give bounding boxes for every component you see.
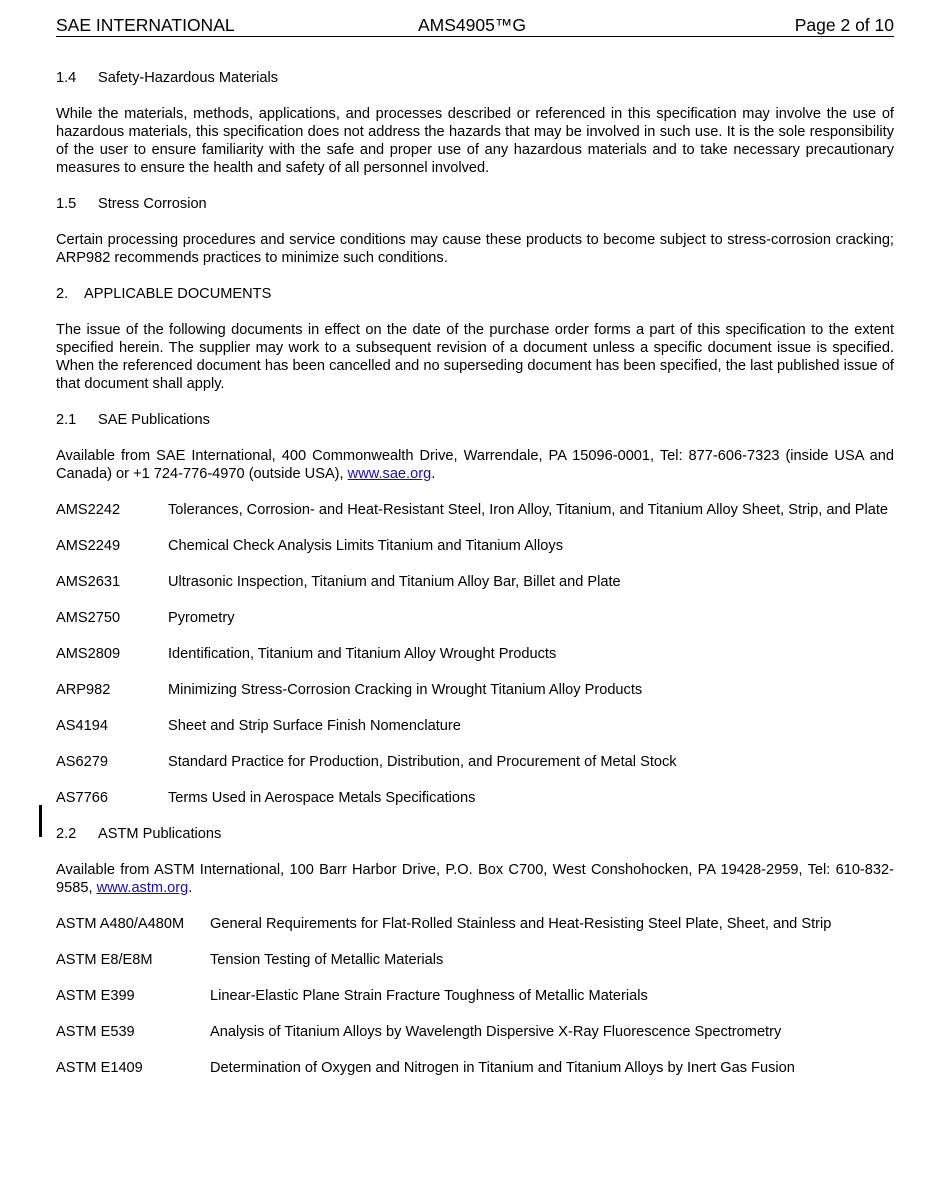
sae-document-list	[56, 501, 894, 807]
astm-doc-row	[56, 1023, 894, 1041]
section-2-text: The issue of the following documents in effect on the date of the purchase order forms a part of this specification to the extent specified herein. The supplier may work to a subsequent revision of a document unless a specific document issue is specified. When the referenced document has been cancelled and no superseding document has been specified, the last published issue of that document shall apply.	[56, 322, 894, 392]
punctuation: .	[188, 880, 193, 896]
doc-code: AS7766	[56, 790, 108, 806]
section-number: 1.5	[56, 196, 77, 212]
doc-title: Tension Testing of Metallic Materials	[210, 952, 444, 968]
sae-address-text: Available from SAE International, 400 Commonwealth Drive, Warrendale, PA 15096-0001, Tel: 877-606-7323 (inside USA and Canada) or +1 724-776-4970 (outside USA),	[56, 448, 894, 482]
doc-title: Analysis of Titanium Alloys by Wavelength Dispersive X-Ray Fluorescence Spectrometry	[210, 1024, 782, 1040]
astm-doc-row	[56, 987, 894, 1005]
section-1-5-text: Certain processing procedures and service conditions may cause these products to become subject to stress-corrosion cracking; ARP982 recommends practices to minimize such conditions.	[56, 232, 894, 266]
doc-code: ASTM E399	[56, 988, 135, 1004]
section-title: ASTM Publications	[98, 826, 222, 842]
sae-doc-row	[56, 753, 894, 771]
doc-title: Standard Practice for Production, Distribution, and Procurement of Metal Stock	[168, 754, 677, 770]
doc-code: AMS2249	[56, 538, 121, 554]
astm-doc-row	[56, 1059, 894, 1077]
doc-code: ASTM E539	[56, 1024, 135, 1040]
page-header	[56, 14, 894, 37]
doc-title: Identification, Titanium and Titanium Alloy Wrought Products	[168, 646, 557, 662]
header-org: SAE INTERNATIONAL	[56, 15, 235, 35]
section-title: Stress Corrosion	[98, 196, 207, 212]
section-number: 2.1	[56, 412, 77, 428]
section-number: 2.	[56, 286, 69, 302]
doc-code: AS4194	[56, 718, 108, 734]
sae-doc-row	[56, 681, 894, 699]
doc-title: Tolerances, Corrosion- and Heat-Resistant Steel, Iron Alloy, Titanium, and Titanium Alloy Sheet, Strip, and Plate	[168, 502, 889, 518]
doc-code: AMS2809	[56, 646, 121, 662]
header-page-number: Page 2 of 10	[794, 15, 894, 35]
section-title: Safety-Hazardous Materials	[98, 70, 279, 86]
sae-doc-row	[56, 537, 894, 555]
sae-doc-row	[56, 645, 894, 663]
doc-title: Pyrometry	[168, 610, 235, 626]
sae-doc-row	[56, 789, 894, 807]
section-number: 1.4	[56, 70, 77, 86]
sae-doc-row	[56, 609, 894, 627]
sae-doc-row	[56, 717, 894, 735]
doc-title: Terms Used in Aerospace Metals Specifications	[168, 790, 476, 806]
section-heading-1-4	[56, 69, 894, 87]
astm-address-text: Available from ASTM International, 100 Barr Harbor Drive, P.O. Box C700, West Conshohocken, PA 19428-2959, Tel: 610-832-9585,	[56, 862, 894, 896]
doc-title: Minimizing Stress-Corrosion Cracking in Wrought Titanium Alloy Products	[168, 682, 643, 698]
doc-code: ASTM A480/A480M	[56, 916, 185, 932]
doc-title: Sheet and Strip Surface Finish Nomenclature	[168, 718, 461, 734]
section-title: APPLICABLE DOCUMENTS	[84, 286, 272, 302]
doc-title: Determination of Oxygen and Nitrogen in Titanium and Titanium Alloys by Inert Gas Fusion	[210, 1060, 795, 1076]
section-heading-1-5	[56, 195, 894, 213]
sae-doc-row	[56, 573, 894, 591]
doc-title: General Requirements for Flat-Rolled Stainless and Heat-Resisting Steel Plate, Sheet, and Strip	[210, 916, 832, 932]
page-content	[56, 69, 894, 1095]
astm-doc-row	[56, 915, 894, 933]
section-number: 2.2	[56, 826, 77, 842]
section-1-4-text: While the materials, methods, applications, and processes described or referenced in this specification may involve the use of hazardous materials, this specification does not address the hazards that may be involved in such use. It is the sole responsibility of the user to ensure familiarity with the safe and proper use of any hazardous materials and to take necessary precautionary measures to ensure the health and safety of all personnel involved.	[56, 106, 894, 176]
doc-code: ASTM E1409	[56, 1060, 143, 1076]
astm-availability-text	[56, 861, 894, 897]
astm-doc-row	[56, 951, 894, 969]
astm-document-list	[56, 915, 894, 1077]
sae-doc-row	[56, 501, 894, 519]
revision-change-bar	[39, 805, 42, 837]
doc-code: ARP982	[56, 682, 111, 698]
doc-title: Linear-Elastic Plane Strain Fracture Toughness of Metallic Materials	[210, 988, 648, 1004]
astm-website-link[interactable]: www.astm.org	[96, 880, 189, 896]
section-heading-2-1	[56, 411, 894, 429]
doc-code: AS6279	[56, 754, 108, 770]
doc-title: Ultrasonic Inspection, Titanium and Titanium Alloy Bar, Billet and Plate	[168, 574, 621, 590]
sae-website-link[interactable]: www.sae.org	[347, 466, 432, 482]
doc-code: ASTM E8/E8M	[56, 952, 153, 968]
doc-code: AMS2631	[56, 574, 121, 590]
doc-code: AMS2242	[56, 502, 121, 518]
header-doc-id: AMS4905™G	[418, 15, 526, 35]
sae-availability-text	[56, 447, 894, 483]
section-heading-2	[56, 285, 894, 303]
doc-code: AMS2750	[56, 610, 121, 626]
section-heading-2-2	[56, 825, 894, 843]
punctuation: .	[431, 466, 436, 482]
section-title: SAE Publications	[98, 412, 210, 428]
doc-title: Chemical Check Analysis Limits Titanium and Titanium Alloys	[168, 538, 563, 554]
